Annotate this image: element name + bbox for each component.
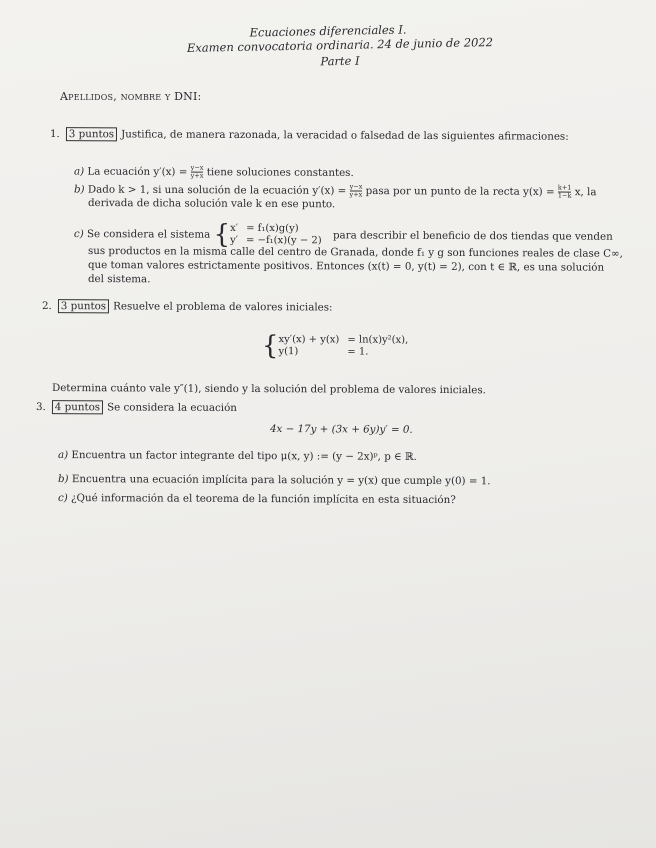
item-text-after: x, la: [574, 186, 597, 199]
question-1-item-c-line4: del sistema.: [87, 273, 151, 286]
left-brace: {: [213, 219, 231, 250]
item-text-before: Dado k > 1, si una solución de la ecuación y′(x) =: [87, 183, 347, 197]
question-1-item-b-line2: derivada de dicha solución vale k en ese punto.: [87, 197, 336, 211]
question-statement: Resuelve el problema de valores iniciales:: [113, 300, 333, 314]
left-brace: {: [261, 331, 279, 362]
item-text-after: tiene soluciones constantes.: [206, 166, 354, 179]
question-1-item-c-line3: que toman valores estrictamente positivos. Entonces (x(t) = 0, y(t) = 2), con t ∈ ℝ, es una solución: [87, 259, 605, 274]
system-rhs: = −f₁(x)(y − 2): [245, 234, 322, 247]
fraction: [558, 185, 572, 200]
fraction-numerator: y−x: [349, 182, 363, 191]
points-badge: 3 puntos: [58, 299, 109, 313]
points-badge: 4 puntos: [52, 400, 103, 414]
question-number: 3.: [35, 401, 46, 414]
item-text: Encuentra una ecuación implícita para la solución y = y(x) que cumple y(0) = 1.: [71, 473, 491, 488]
item-text-after: para describir el beneficio de dos tiendas que venden: [332, 229, 613, 243]
student-field-label: Apellidos, nombre y DNI:: [60, 90, 202, 103]
fraction-denominator: y+x: [349, 190, 363, 199]
system-lhs: y′: [230, 234, 239, 246]
system-rhs: = 1.: [347, 346, 369, 358]
item-label: b): [57, 473, 69, 486]
question-1-item-c-line2: sus productos en la misma calle del centro de Granada, donde f₁ y g son funciones reales de clase C∞,: [87, 245, 623, 260]
question-1-header: [50, 128, 569, 143]
question-1-item-a: [74, 164, 354, 180]
ivp-system: [278, 334, 408, 359]
item-label: c): [57, 492, 68, 505]
fraction-numerator: y−x: [190, 163, 204, 172]
exam-subtitle: Examen convocatoria ordinaria. 24 de junio de 2022: [186, 35, 494, 55]
fraction-numerator: k+1: [557, 183, 572, 192]
question-3-item-c: [58, 492, 456, 506]
question-2-ivp: [261, 331, 409, 362]
question-3-item-a: [58, 449, 417, 463]
item-text: ¿Qué información da el teorema de la función implícita en esta situación?: [71, 492, 456, 507]
system-lhs: xy′(x) + y(x): [278, 334, 340, 346]
points-badge: 3 puntos: [66, 127, 117, 141]
fraction: [191, 165, 204, 180]
item-label: a): [57, 449, 69, 462]
question-3-header: [36, 401, 237, 414]
item-label: c): [73, 227, 84, 241]
item-text-before: Se considera el sistema: [86, 228, 211, 241]
ode-system: [230, 223, 322, 247]
item-text: Encuentra un factor integrante del tipo μ(x, y) := (y − 2x)ᵖ, p ∈ ℝ.: [71, 449, 417, 463]
question-number: 1.: [49, 128, 60, 141]
exam-part: Parte I: [320, 53, 360, 69]
fraction-denominator: 1−k: [557, 191, 572, 200]
question-statement: Se considera la ecuación: [107, 401, 237, 415]
question-statement: Justifica, de manera razonada, la veracidad o falsedad de las siguientes afirmaciones:: [121, 128, 569, 143]
system-lhs: y(1): [278, 346, 299, 358]
exam-title: Ecuaciones diferenciales I.: [249, 22, 407, 40]
system-lhs: x′: [230, 222, 239, 234]
item-text-middle: pasa por un punto de la recta y(x) =: [365, 185, 555, 199]
question-2-followup: Determina cuánto vale y″(1), siendo y la solución del problema de valores iniciales.: [51, 382, 486, 397]
question-2-header: [42, 300, 333, 314]
fraction-denominator: y+x: [190, 171, 204, 180]
item-text-before: La ecuación y′(x) =: [87, 165, 188, 179]
item-label: a): [73, 165, 85, 178]
question-3-item-b: [58, 473, 491, 487]
question-3-equation: 4x − 17y + (3x + 6y)y′ = 0.: [269, 423, 413, 436]
system-rhs: = ln(x)y²(x),: [347, 334, 409, 346]
question-number: 2.: [41, 300, 52, 313]
item-label: b): [73, 183, 85, 196]
system-rhs: = f₁(x)g(y): [246, 222, 299, 235]
fraction: [350, 183, 363, 198]
